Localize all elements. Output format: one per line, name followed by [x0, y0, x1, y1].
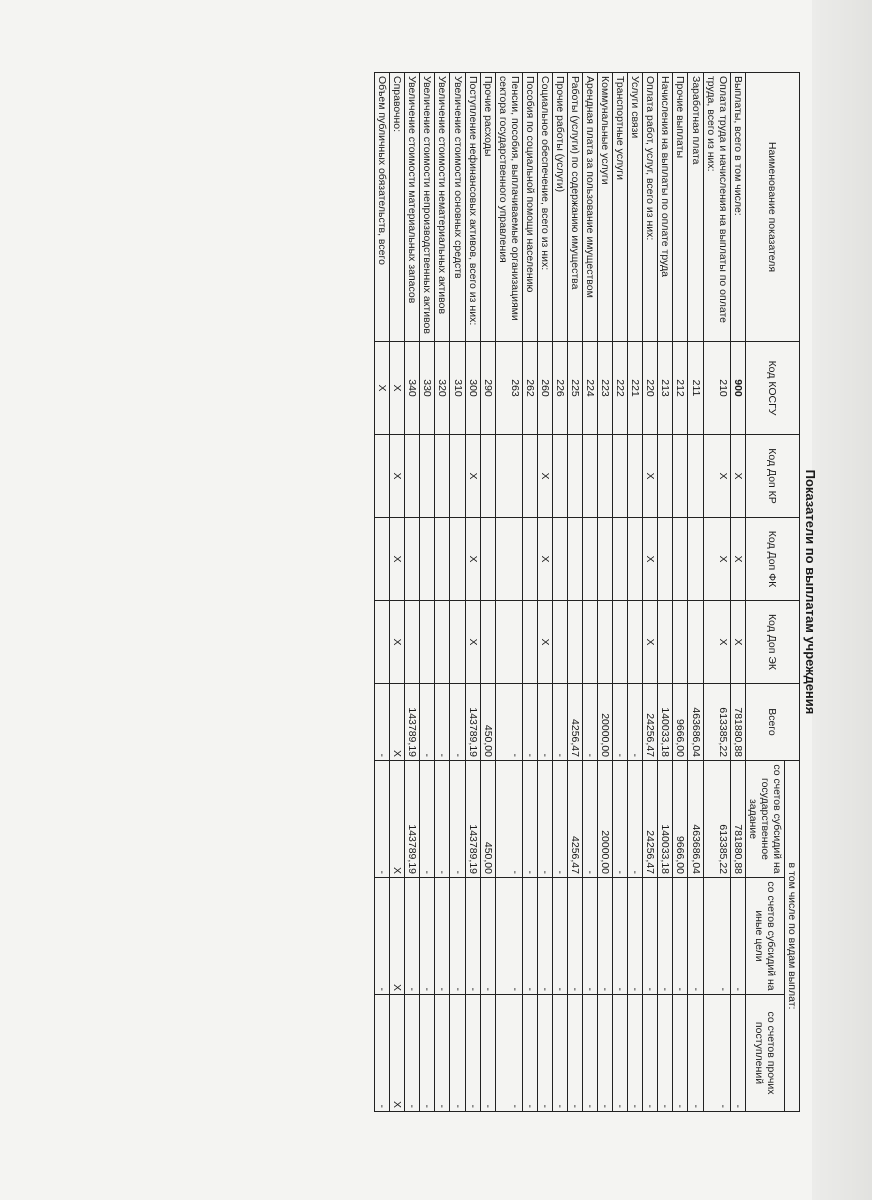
row-name: Арендная плата за пользование имуществом: [583, 73, 598, 342]
header-fk: Код Доп ФК: [745, 518, 799, 601]
table-row: [450, 73, 465, 1112]
row-kr: X: [730, 435, 745, 518]
row-total: -: [628, 684, 643, 761]
row-other-subsidy: -: [613, 878, 628, 995]
row-kr: [598, 435, 613, 518]
row-subsidy: X: [390, 761, 405, 878]
row-kr: [450, 435, 465, 518]
row-other-income: X: [390, 995, 405, 1112]
row-other-income: -: [537, 995, 552, 1112]
row-fk: [420, 518, 435, 601]
row-ek: [613, 601, 628, 684]
row-kr: [552, 435, 567, 518]
row-subsidy: 9666,00: [673, 761, 688, 878]
table-row: [598, 73, 613, 1112]
row-other-subsidy: -: [465, 878, 480, 995]
row-kosgu: 221: [628, 342, 643, 435]
row-total: 463686,04: [688, 684, 703, 761]
row-total: -: [435, 684, 450, 761]
row-fk: [522, 518, 537, 601]
header-other-income: со счетов прочих поступлений: [745, 995, 784, 1112]
row-total: -: [583, 684, 598, 761]
row-subsidy: 143789,19: [405, 761, 420, 878]
row-other-income: -: [628, 995, 643, 1112]
header-group: в том числе по видам выплат:: [784, 761, 799, 1112]
row-ek: [435, 601, 450, 684]
row-other-subsidy: -: [658, 878, 673, 995]
row-fk: X: [465, 518, 480, 601]
row-other-income: -: [480, 995, 495, 1112]
row-kosgu: 260: [537, 342, 552, 435]
row-subsidy: -: [552, 761, 567, 878]
row-subsidy: 450,00: [480, 761, 495, 878]
row-kosgu: 223: [598, 342, 613, 435]
header-kosgu: Код КОСГУ: [745, 342, 799, 435]
row-kosgu: 263: [495, 342, 522, 435]
row-total: 9666,00: [673, 684, 688, 761]
row-total: -: [375, 684, 390, 761]
row-fk: [673, 518, 688, 601]
row-fk: [435, 518, 450, 601]
row-total: -: [450, 684, 465, 761]
row-other-subsidy: -: [643, 878, 658, 995]
row-kosgu: 225: [568, 342, 583, 435]
row-ek: [375, 601, 390, 684]
row-ek: X: [465, 601, 480, 684]
row-subsidy: -: [450, 761, 465, 878]
row-name: Объем публичных обязательств, всего: [375, 73, 390, 342]
row-subsidy: -: [613, 761, 628, 878]
row-kosgu: 310: [450, 342, 465, 435]
row-other-income: -: [465, 995, 480, 1112]
row-ek: [673, 601, 688, 684]
table-row: [390, 73, 405, 1112]
row-fk: [480, 518, 495, 601]
row-subsidy: -: [522, 761, 537, 878]
row-ek: [495, 601, 522, 684]
row-name: Прочие выплаты: [673, 73, 688, 342]
row-other-subsidy: -: [375, 878, 390, 995]
table-row: [628, 73, 643, 1112]
row-other-income: -: [450, 995, 465, 1112]
row-other-subsidy: -: [552, 878, 567, 995]
row-subsidy: -: [375, 761, 390, 878]
row-subsidy: 781880,88: [730, 761, 745, 878]
row-other-income: -: [405, 995, 420, 1112]
row-other-subsidy: -: [703, 878, 730, 995]
row-name: Выплаты, всего в том числе:: [730, 73, 745, 342]
table-row: [658, 73, 673, 1112]
row-kosgu: 300: [465, 342, 480, 435]
row-other-subsidy: -: [405, 878, 420, 995]
row-ek: X: [730, 601, 745, 684]
row-other-subsidy: -: [537, 878, 552, 995]
row-kr: [420, 435, 435, 518]
row-kosgu: X: [375, 342, 390, 435]
table-row: [435, 73, 450, 1112]
row-fk: [583, 518, 598, 601]
row-ek: X: [537, 601, 552, 684]
row-other-subsidy: X: [390, 878, 405, 995]
row-total: -: [420, 684, 435, 761]
row-kr: [583, 435, 598, 518]
header-ek: Код Доп ЭК: [745, 601, 799, 684]
row-kosgu: 340: [405, 342, 420, 435]
row-other-income: -: [613, 995, 628, 1112]
row-name: Пособия по социальной помощи населению: [522, 73, 537, 342]
row-kosgu: 222: [613, 342, 628, 435]
row-ek: X: [643, 601, 658, 684]
row-other-subsidy: -: [730, 878, 745, 995]
row-subsidy: 613385,22: [703, 761, 730, 878]
row-kr: [568, 435, 583, 518]
row-kosgu: 320: [435, 342, 450, 435]
table-row: [537, 73, 552, 1112]
table-row: [673, 73, 688, 1112]
row-ek: [420, 601, 435, 684]
table-row: [405, 73, 420, 1112]
row-total: -: [522, 684, 537, 761]
row-ek: [628, 601, 643, 684]
row-kr: X: [390, 435, 405, 518]
row-name: Работы (услуги) по содержанию имущества: [568, 73, 583, 342]
row-name: Оплата труда и начисления на выплаты по оплате труда, всего из них:: [703, 73, 730, 342]
row-subsidy: -: [495, 761, 522, 878]
table-row: [375, 73, 390, 1112]
row-ek: [405, 601, 420, 684]
row-subsidy: 140033,18: [658, 761, 673, 878]
row-kr: X: [537, 435, 552, 518]
row-ek: [522, 601, 537, 684]
table-row: [643, 73, 658, 1112]
row-total: 450,00: [480, 684, 495, 761]
row-subsidy: 24256,47: [643, 761, 658, 878]
table-row: [552, 73, 567, 1112]
row-fk: X: [390, 518, 405, 601]
row-ek: X: [703, 601, 730, 684]
row-fk: X: [537, 518, 552, 601]
row-kr: [375, 435, 390, 518]
row-other-subsidy: -: [480, 878, 495, 995]
header-other-subsidy: со счетов субсидий на иные цели: [745, 878, 784, 995]
row-fk: [495, 518, 522, 601]
row-kr: [495, 435, 522, 518]
row-kr: [628, 435, 643, 518]
row-kosgu: 330: [420, 342, 435, 435]
row-name: Услуги связи: [628, 73, 643, 342]
row-other-subsidy: -: [583, 878, 598, 995]
row-ek: [583, 601, 598, 684]
row-kr: [405, 435, 420, 518]
row-total: -: [537, 684, 552, 761]
row-name: Оплата работ, услуг, всего из них:: [643, 73, 658, 342]
row-total: -: [552, 684, 567, 761]
row-other-income: -: [703, 995, 730, 1112]
row-fk: [450, 518, 465, 601]
row-fk: [568, 518, 583, 601]
row-name: Транспортные услуги: [613, 73, 628, 342]
row-subsidy: -: [583, 761, 598, 878]
table-row: [703, 73, 730, 1112]
row-other-income: -: [583, 995, 598, 1112]
table-row: [480, 73, 495, 1112]
row-other-income: -: [688, 995, 703, 1112]
row-other-income: -: [673, 995, 688, 1112]
row-name: Прочие расходы: [480, 73, 495, 342]
row-subsidy: 20000,00: [598, 761, 613, 878]
row-total: 143789,19: [405, 684, 420, 761]
row-kr: [613, 435, 628, 518]
table-row: [613, 73, 628, 1112]
header-total: Всего: [745, 684, 799, 761]
row-name: Заработная плата: [688, 73, 703, 342]
row-other-income: -: [730, 995, 745, 1112]
row-fk: X: [703, 518, 730, 601]
row-other-subsidy: -: [568, 878, 583, 995]
row-subsidy: -: [435, 761, 450, 878]
row-ek: [658, 601, 673, 684]
row-name: Поступление нефинансовых активов, всего из них:: [465, 73, 480, 342]
row-fk: [613, 518, 628, 601]
row-other-income: -: [658, 995, 673, 1112]
row-total: 143789,19: [465, 684, 480, 761]
row-total: 4256,47: [568, 684, 583, 761]
row-kr: X: [465, 435, 480, 518]
row-kosgu: 213: [658, 342, 673, 435]
header-name: Наименование показателя: [745, 73, 799, 342]
row-ek: [598, 601, 613, 684]
row-other-income: -: [568, 995, 583, 1112]
row-kr: [522, 435, 537, 518]
row-other-income: -: [643, 995, 658, 1112]
row-other-subsidy: -: [495, 878, 522, 995]
row-name: Социальное обеспечение, всего из них:: [537, 73, 552, 342]
row-other-income: -: [552, 995, 567, 1112]
table-row: [730, 73, 745, 1112]
row-subsidy: 4256,47: [568, 761, 583, 878]
row-name: Коммунальные услуги: [598, 73, 613, 342]
row-total: 24256,47: [643, 684, 658, 761]
row-total: -: [613, 684, 628, 761]
row-kosgu: 211: [688, 342, 703, 435]
row-name: Начисления на выплаты по оплате труда: [658, 73, 673, 342]
row-kosgu: 210: [703, 342, 730, 435]
row-kr: [673, 435, 688, 518]
rotated-page: [190, 72, 830, 1112]
header-kr: Код Доп КР: [745, 435, 799, 518]
row-ek: [480, 601, 495, 684]
row-other-subsidy: -: [435, 878, 450, 995]
header-row: [784, 73, 799, 1112]
row-total: X: [390, 684, 405, 761]
row-other-subsidy: -: [450, 878, 465, 995]
table-row: [522, 73, 537, 1112]
row-kosgu: 900: [730, 342, 745, 435]
row-kr: [435, 435, 450, 518]
row-fk: [598, 518, 613, 601]
row-other-subsidy: -: [673, 878, 688, 995]
row-other-income: -: [495, 995, 522, 1112]
row-name: Увеличение стоимости материальных запасов: [405, 73, 420, 342]
row-other-income: -: [598, 995, 613, 1112]
row-other-subsidy: -: [628, 878, 643, 995]
row-ek: X: [390, 601, 405, 684]
row-ek: [688, 601, 703, 684]
row-ek: [568, 601, 583, 684]
table-row: [688, 73, 703, 1112]
table-row: [420, 73, 435, 1112]
row-subsidy: 463686,04: [688, 761, 703, 878]
row-other-income: -: [420, 995, 435, 1112]
row-subsidy: -: [420, 761, 435, 878]
row-name: Прочие работы (услуги): [552, 73, 567, 342]
row-kosgu: X: [390, 342, 405, 435]
row-total: 613385,22: [703, 684, 730, 761]
row-name: Увеличение стоимости нематериальных активов: [435, 73, 450, 342]
row-fk: [688, 518, 703, 601]
row-ek: [450, 601, 465, 684]
row-total: 781880,88: [730, 684, 745, 761]
table-row: [465, 73, 480, 1112]
row-other-subsidy: -: [688, 878, 703, 995]
row-total: -: [495, 684, 522, 761]
row-fk: [375, 518, 390, 601]
document-title: Показатели по выплатам учреждения: [803, 469, 818, 715]
table-row: [568, 73, 583, 1112]
row-kosgu: 224: [583, 342, 598, 435]
table-row: [495, 73, 522, 1112]
row-kosgu: 220: [643, 342, 658, 435]
row-subsidy: 143789,19: [465, 761, 480, 878]
row-other-subsidy: -: [598, 878, 613, 995]
row-other-subsidy: -: [420, 878, 435, 995]
row-other-income: -: [375, 995, 390, 1112]
table-row: [583, 73, 598, 1112]
row-fk: [405, 518, 420, 601]
row-fk: X: [643, 518, 658, 601]
row-kr: X: [703, 435, 730, 518]
row-name: Увеличение стоимости непроизводственных активов: [420, 73, 435, 342]
row-other-subsidy: -: [522, 878, 537, 995]
row-kr: [480, 435, 495, 518]
payments-table: [374, 72, 800, 1112]
row-kosgu: 226: [552, 342, 567, 435]
row-subsidy: -: [628, 761, 643, 878]
row-total: 140033,18: [658, 684, 673, 761]
row-name: Увеличение стоимости основных средств: [450, 73, 465, 342]
header-subsidy: со счетов субсидий на государственное задание: [745, 761, 784, 878]
row-fk: [628, 518, 643, 601]
row-kr: X: [643, 435, 658, 518]
row-other-income: -: [522, 995, 537, 1112]
row-kr: [688, 435, 703, 518]
row-subsidy: -: [537, 761, 552, 878]
row-kr: [658, 435, 673, 518]
row-fk: [552, 518, 567, 601]
row-fk: [658, 518, 673, 601]
row-total: 20000,00: [598, 684, 613, 761]
row-name: Справочно:: [390, 73, 405, 342]
row-fk: X: [730, 518, 745, 601]
row-other-income: -: [435, 995, 450, 1112]
row-name: Пенсии, пособия, выплачиваемые организациями сектора государственного управления: [495, 73, 522, 342]
row-kosgu: 212: [673, 342, 688, 435]
row-ek: [552, 601, 567, 684]
row-kosgu: 290: [480, 342, 495, 435]
row-kosgu: 262: [522, 342, 537, 435]
